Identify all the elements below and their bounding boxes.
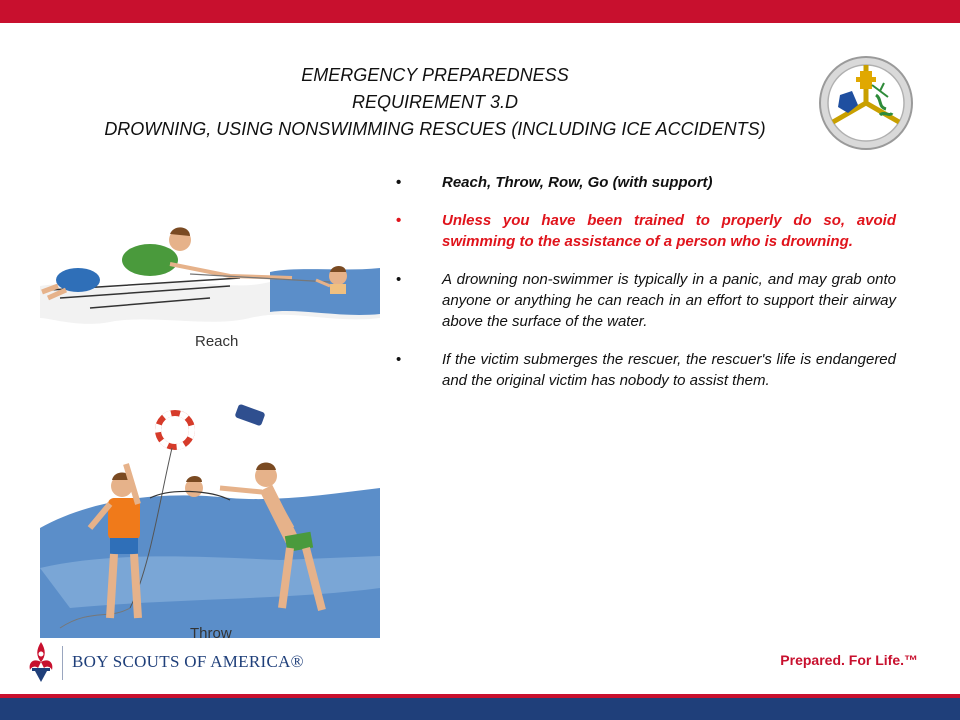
bullet-text-4: If the victim submerges the rescuer, the rescuer's life is endangered and the original victim has nobody to assist them. <box>442 351 896 389</box>
title-line-2: REQUIREMENT 3.D <box>351 92 519 112</box>
bullet-list-panel <box>396 172 896 408</box>
bullet-item-2 <box>396 210 896 252</box>
bullet-text-2: Unless you have been trained to properly do so, avoid swimming to the assistance of a person who is drowning. <box>442 212 896 250</box>
top-red-bar <box>0 0 960 23</box>
bullet-text-3: A drowning non-swimmer is typically in a panic, and may grab onto anyone or anything he can reach in an effort to support their airway above the surface of the water. <box>442 271 896 330</box>
footer-divider <box>62 646 63 680</box>
bsa-fleur-de-lis-icon <box>24 640 58 684</box>
bullet-glyph: • <box>396 351 402 368</box>
title-line-3: DROWNING, USING NONSWIMMING RESCUES (INCLUDING ICE ACCIDENTS) <box>104 119 766 139</box>
reach-throw-illustration <box>30 168 385 646</box>
bullet-list <box>396 172 896 391</box>
throw-scene <box>40 404 380 638</box>
org-name: BOY SCOUTS OF AMERICA® <box>72 652 304 671</box>
throw-label: Throw <box>190 625 232 642</box>
emergency-preparedness-merit-badge-icon <box>818 55 914 151</box>
bullet-glyph: • <box>396 212 402 229</box>
bullet-item-3 <box>396 269 896 332</box>
reach-label: Reach <box>195 333 239 350</box>
bullet-item-1 <box>396 172 896 193</box>
bullet-glyph: • <box>396 174 402 191</box>
tagline: Prepared. For Life.™ <box>780 652 918 668</box>
bullet-text-1: Reach, Throw, Row, Go (with support) <box>442 174 713 191</box>
reach-scene <box>40 227 380 323</box>
slide-title <box>40 62 830 143</box>
bullet-item-4 <box>396 349 896 391</box>
bottom-blue-bar <box>0 698 960 720</box>
title-line-1: EMERGENCY PREPAREDNESS <box>301 65 569 85</box>
bullet-glyph: • <box>396 271 402 288</box>
